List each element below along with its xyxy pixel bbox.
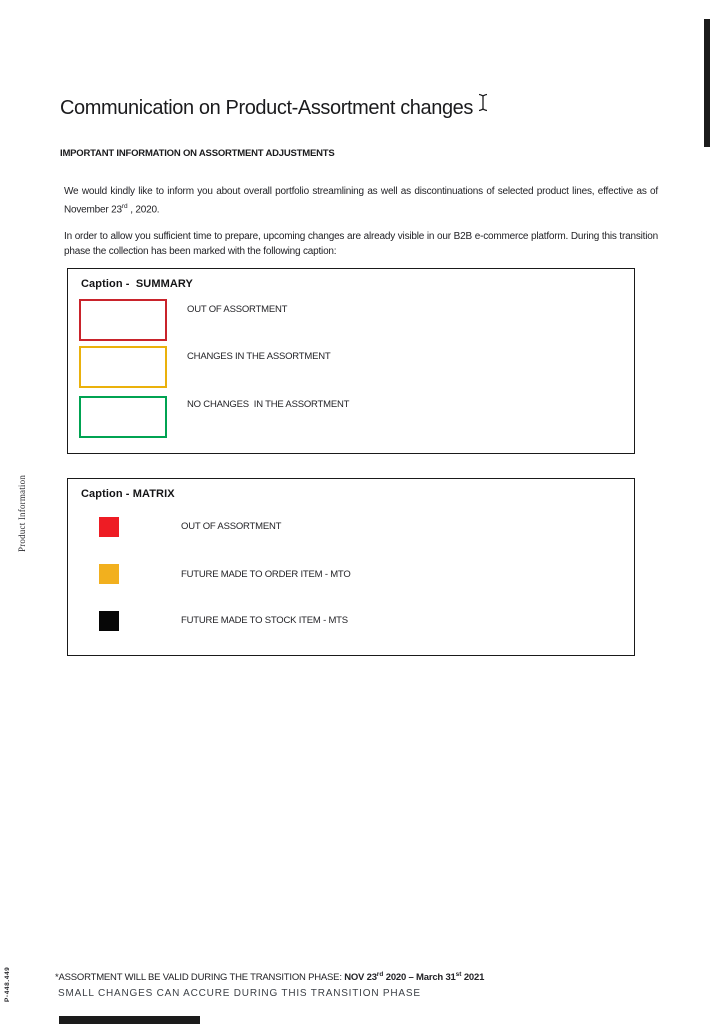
footnote-date-end: 2021 — [461, 972, 485, 984]
caption-summary-box — [67, 268, 635, 454]
matrix-label-made-to-order: FUTURE MADE TO ORDER ITEM - MTO — [181, 569, 351, 580]
paragraph-1-tail: , 2020. — [127, 203, 160, 215]
right-edge-tab-mark — [704, 19, 710, 147]
footnote-line-1 — [55, 971, 484, 983]
caption-summary-title: Caption - SUMMARY — [81, 278, 193, 290]
legend-label-no-changes: NO CHANGES IN THE ASSORTMENT — [187, 399, 350, 410]
intro-heading: IMPORTANT INFORMATION ON ASSORTMENT ADJUSTMENTS — [60, 148, 335, 159]
product-information-vertical-label: Product Information — [17, 474, 27, 552]
intro-paragraph-1 — [64, 185, 658, 217]
caption-matrix-title: Caption - MATRIX — [81, 488, 175, 500]
made-to-stock-filled-swatch — [99, 611, 119, 631]
footnote-ordinal-rd: rd — [376, 971, 384, 978]
footnote-ordinal-st: st — [455, 971, 462, 978]
intro-paragraph-2: In order to allow you sufficient time to prepare, upcoming changes are already visible in our B2B e-commerce platform. During this transition phase the collection has been marked with the following caption: — [64, 231, 658, 257]
matrix-label-made-to-stock: FUTURE MADE TO STOCK ITEM - MTS — [181, 615, 348, 626]
footnote-date-start: NOV 23 — [344, 972, 377, 984]
legend-label-out-of-assortment: OUT OF ASSORTMENT — [187, 304, 288, 315]
made-to-order-filled-swatch — [99, 564, 119, 584]
page-title — [60, 97, 489, 120]
page-code-vertical-label: P-448.449 — [4, 966, 11, 1002]
caption-matrix-box — [67, 478, 635, 656]
paragraph-1-text: We would kindly like to inform you about overall portfolio streamlining as well as discontinuations of selected product lines, effective as of November 23 — [64, 186, 658, 215]
footnote-date-mid: 2020 – March 31 — [383, 972, 456, 984]
footnote-prefix: *ASSORTMENT WILL BE VALID DURING THE TRANSITION PHASE: — [55, 972, 345, 984]
footnote-line-2: SMALL CHANGES CAN ACCURE DURING THIS TRANSITION PHASE — [58, 988, 421, 999]
legend-label-changes-in-assortment: CHANGES IN THE ASSORTMENT — [187, 351, 331, 362]
out-of-assortment-outline-swatch — [79, 299, 167, 341]
ordinal-superscript: rd — [121, 202, 128, 210]
matrix-label-out-of-assortment: OUT OF ASSORTMENT — [181, 521, 282, 532]
out-of-assortment-filled-swatch — [99, 517, 119, 537]
page-title-text: Communication on Product-Assortment changes — [60, 97, 474, 119]
changes-in-assortment-outline-swatch — [79, 346, 167, 388]
no-changes-outline-swatch — [79, 396, 167, 438]
bottom-edge-tab-mark — [59, 1016, 200, 1024]
text-cursor-icon — [477, 93, 489, 118]
